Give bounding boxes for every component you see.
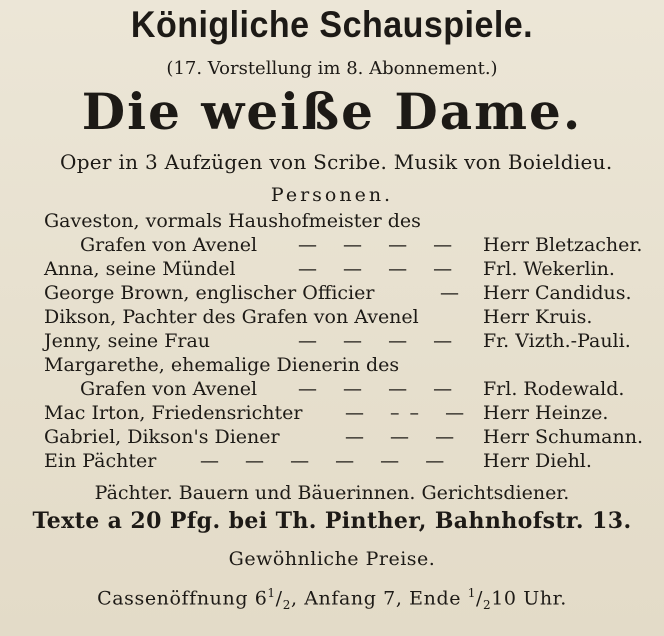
- cast-row: [0, 450, 664, 475]
- cast-row: [0, 282, 664, 307]
- end-fraction-num: 1: [467, 586, 476, 600]
- cast-role: Grafen von Avenel: [80, 378, 258, 400]
- times-line: Cassenöffnung $6^1/_2$, Anfang 7, Ende $^1/_210$ Uhr.: [97, 586, 567, 613]
- cast-dash: — — — —: [298, 330, 463, 352]
- theater-name: Königliche Schauspiele.: [130, 4, 534, 45]
- cast-dash: — — — —: [298, 258, 463, 280]
- cast-row: [0, 378, 664, 403]
- cast-heading: Personen.: [270, 184, 394, 206]
- start-end-time: , Anfang 7, Ende: [290, 587, 468, 610]
- cast-dash: — — —: [345, 426, 465, 448]
- cast-role: Jenny, seine Frau: [44, 330, 211, 352]
- cast-role: Dikson, Pachter des Grafen von Avenel: [44, 306, 419, 328]
- cast-role: Ein Pächter: [44, 450, 157, 472]
- cast-dash: — –– —: [345, 402, 475, 424]
- cast-actor: Herr Diehl.: [483, 450, 592, 472]
- box-office-fraction-den: 2: [282, 598, 291, 613]
- performance-note: (17. Vorstellung im 8. Abonnement.): [166, 58, 498, 79]
- end-fraction-den: 2: [482, 598, 492, 613]
- cast-actor: Frl. Rodewald.: [483, 378, 625, 400]
- cast-row: [0, 306, 664, 331]
- opera-credits: Oper in 3 Aufzügen von Scribe. Musik von Boieldieu.: [60, 150, 613, 174]
- cast-role: Anna, seine Mündel: [44, 258, 236, 280]
- cast-actor: Herr Heinze.: [483, 402, 609, 424]
- cast-role: Mac Irton, Friedensrichter: [44, 402, 303, 424]
- cast-row: [0, 354, 664, 379]
- cast-extras: Pächter. Bauern und Bäuerinnen. Gerichtsdiener.: [94, 482, 570, 504]
- cast-dash: — — — —: [298, 378, 463, 400]
- cast-row: [0, 234, 664, 259]
- cast-actor: Herr Kruis.: [483, 306, 593, 328]
- cast-actor: Herr Schumann.: [483, 426, 644, 448]
- cast-role: Gaveston, vormals Haushofmeister des: [44, 210, 421, 232]
- cast-role: George Brown, englischer Officier: [44, 282, 375, 304]
- cast-role: Margarethe, ehemalige Dienerin des: [44, 354, 400, 376]
- cast-row: [0, 258, 664, 283]
- cast-row: [0, 210, 664, 235]
- cast-role: Grafen von Avenel: [80, 234, 258, 256]
- cast-role: Gabriel, Dikson's Diener: [44, 426, 280, 448]
- cast-dash: — — — —: [298, 234, 463, 256]
- cast-dash: — — — — — —: [200, 450, 455, 472]
- prices-note: Gewöhnliche Preise.: [228, 548, 436, 570]
- cast-row: [0, 402, 664, 427]
- cast-actor: Frl. Wekerlin.: [483, 258, 615, 280]
- opera-title: Die weiße Dame.: [81, 82, 583, 141]
- cast-dash: —: [440, 282, 469, 304]
- box-office-time: Cassenöffnung 6: [97, 587, 268, 610]
- cast-actor: Herr Bletzacher.: [483, 234, 643, 256]
- cast-row: [0, 330, 664, 355]
- cast-row: [0, 426, 664, 451]
- libretto-sale-note: Texte a 20 Pfg. bei Th. Pinther, Bahnhofstr. 13.: [32, 508, 632, 534]
- cast-actor: Fr. Vizth.-Pauli.: [483, 330, 631, 352]
- cast-actor: Herr Candidus.: [483, 282, 632, 304]
- end-time: 10 Uhr.: [491, 587, 567, 610]
- box-office-fraction-num: 1: [267, 586, 276, 600]
